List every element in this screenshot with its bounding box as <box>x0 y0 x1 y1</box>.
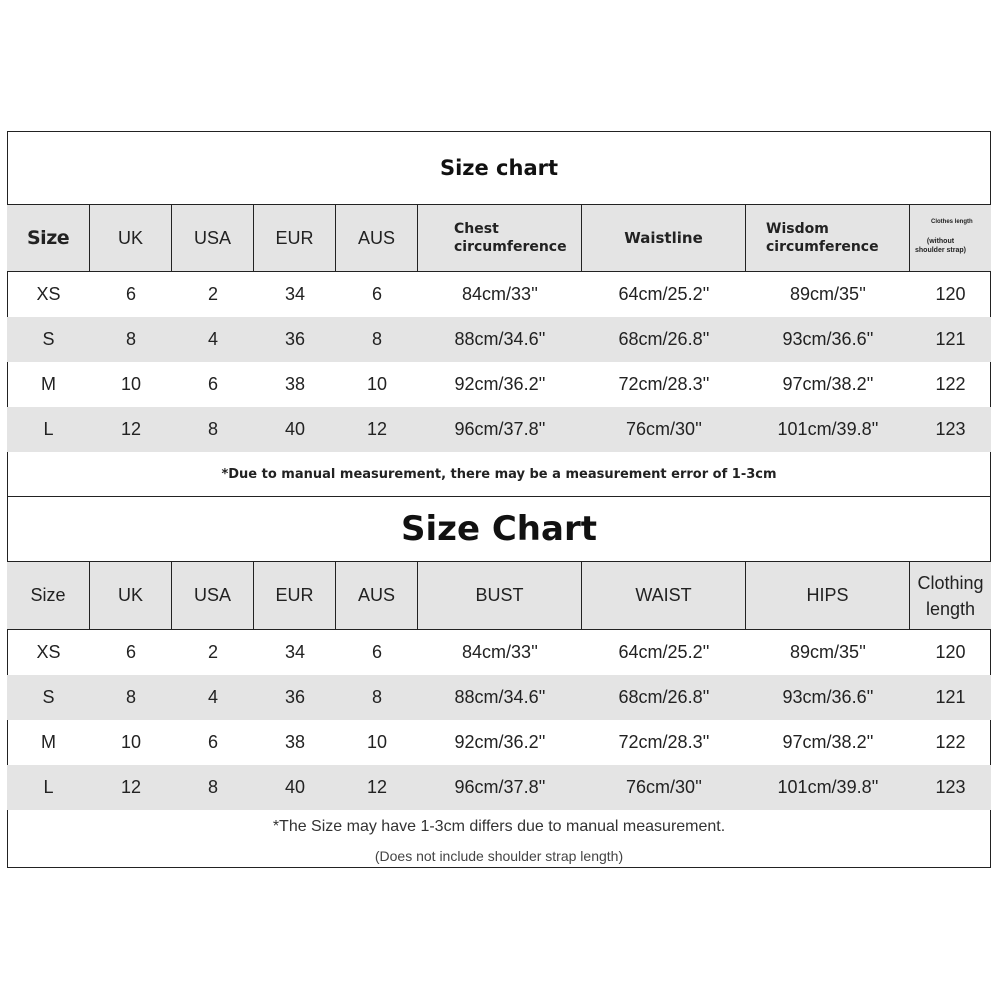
cell-waist: 72cm/28.3'' <box>618 732 710 752</box>
cell-chest: 96cm/37.8'' <box>454 777 546 797</box>
header2-uk: UK <box>90 562 172 629</box>
cell-waist: 68cm/26.8'' <box>618 687 710 707</box>
cell-hips: 89cm/35'' <box>790 642 866 662</box>
header2-bust: BUST <box>418 562 582 629</box>
cell-hips: 101cm/39.8'' <box>777 419 879 439</box>
header-clothes-length <box>910 205 991 271</box>
cell-uk: 10 <box>120 374 142 394</box>
cell-chest: 84cm/33'' <box>462 642 538 662</box>
cell-length: 123 <box>935 419 966 439</box>
cell-length: 123 <box>935 777 966 797</box>
cell-uk: 8 <box>125 687 136 707</box>
cell-eur: 38 <box>284 732 306 752</box>
header2-usa: USA <box>172 562 254 629</box>
cell-size: L <box>43 419 54 439</box>
header-clothes-length-label: Clothes length <box>931 219 973 225</box>
cell-hips: 93cm/36.6'' <box>782 329 874 349</box>
cell-eur: 36 <box>284 329 306 349</box>
cell-length: 120 <box>935 642 966 662</box>
cell-chest: 88cm/34.6'' <box>454 687 546 707</box>
header-wisdom-line1: Wisdom <box>766 221 829 237</box>
cell-usa: 4 <box>207 329 218 349</box>
header-waistline: Waistline <box>582 205 746 271</box>
cell-waist: 68cm/26.8'' <box>618 329 710 349</box>
cell-aus: 6 <box>371 642 382 662</box>
cell-length: 122 <box>935 732 966 752</box>
size-chart-header-row <box>7 204 991 272</box>
cell-aus: 12 <box>366 419 388 439</box>
cell-chest: 92cm/36.2'' <box>454 732 546 752</box>
cell-eur: 40 <box>284 419 306 439</box>
cell-uk: 6 <box>125 642 136 662</box>
cell-waist: 72cm/28.3'' <box>618 374 710 394</box>
header-aus: AUS <box>336 205 418 271</box>
header-uk: UK <box>90 205 172 271</box>
table-row <box>7 720 991 765</box>
table-row <box>7 272 991 317</box>
measurement-note: *Due to manual measurement, there may be a measurement error of 1-3cm <box>221 466 777 482</box>
cell-usa: 4 <box>207 687 218 707</box>
shoulder-strap-note: (Does not include shoulder strap length) <box>374 848 624 864</box>
header-wisdom-circumference <box>746 205 910 271</box>
header2-waist: WAIST <box>582 562 746 629</box>
cell-uk: 6 <box>125 284 136 304</box>
header-chest-circumference <box>418 205 582 271</box>
table-row <box>7 407 991 452</box>
cell-size: XS <box>36 284 61 304</box>
header-wisdom-line2: circumference <box>766 239 879 255</box>
size-chart-2-header-row <box>7 561 991 630</box>
cell-size: XS <box>36 642 61 662</box>
cell-chest: 84cm/33'' <box>462 284 538 304</box>
header2-aus: AUS <box>336 562 418 629</box>
cell-aus: 10 <box>366 374 388 394</box>
header-clothes-note-line1: (without <box>926 238 955 245</box>
header2-clothing-line1: Clothing <box>917 572 984 593</box>
cell-hips: 97cm/38.2'' <box>782 374 874 394</box>
table-row <box>7 630 991 675</box>
cell-length: 122 <box>935 374 966 394</box>
header-chest-line2: circumference <box>454 239 567 255</box>
cell-usa: 2 <box>207 284 218 304</box>
cell-hips: 89cm/35'' <box>790 284 866 304</box>
header2-clothing-line2: length <box>925 598 976 619</box>
cell-size: L <box>43 777 54 797</box>
cell-aus: 8 <box>371 329 382 349</box>
cell-usa: 8 <box>207 419 218 439</box>
header-usa: USA <box>172 205 254 271</box>
cell-hips: 93cm/36.6'' <box>782 687 874 707</box>
header2-size: Size <box>7 562 90 629</box>
cell-aus: 8 <box>371 687 382 707</box>
table-row <box>7 765 991 810</box>
cell-chest: 96cm/37.8'' <box>454 419 546 439</box>
header2-clothing-length <box>910 562 991 629</box>
cell-size: M <box>41 732 56 752</box>
cell-eur: 34 <box>284 642 306 662</box>
cell-uk: 12 <box>120 419 142 439</box>
size-chart-title-2: Size Chart <box>401 509 597 549</box>
cell-aus: 10 <box>366 732 388 752</box>
table-row <box>7 317 991 362</box>
header-chest-line1: Chest <box>454 221 499 237</box>
cell-eur: 36 <box>284 687 306 707</box>
cell-usa: 6 <box>207 374 218 394</box>
header-size: Size <box>7 205 90 271</box>
cell-chest: 88cm/34.6'' <box>454 329 546 349</box>
cell-waist: 76cm/30'' <box>626 419 702 439</box>
cell-hips: 97cm/38.2'' <box>782 732 874 752</box>
cell-usa: 6 <box>207 732 218 752</box>
cell-aus: 6 <box>371 284 382 304</box>
cell-length: 121 <box>935 687 966 707</box>
header2-hips: HIPS <box>746 562 910 629</box>
cell-waist: 64cm/25.2'' <box>618 642 710 662</box>
cell-eur: 40 <box>284 777 306 797</box>
cell-waist: 76cm/30'' <box>626 777 702 797</box>
table-row <box>7 675 991 720</box>
header-clothes-note-line2: shoulder strap) <box>915 247 966 254</box>
cell-length: 121 <box>935 329 966 349</box>
size-difference-note: *The Size may have 1-3cm differs due to manual measurement. <box>272 818 726 835</box>
table-row <box>7 362 991 407</box>
cell-aus: 12 <box>366 777 388 797</box>
cell-eur: 34 <box>284 284 306 304</box>
cell-chest: 92cm/36.2'' <box>454 374 546 394</box>
cell-eur: 38 <box>284 374 306 394</box>
cell-hips: 101cm/39.8'' <box>777 777 879 797</box>
cell-size: S <box>42 329 55 349</box>
cell-usa: 2 <box>207 642 218 662</box>
size-chart-title: Size chart <box>439 155 559 180</box>
cell-uk: 8 <box>125 329 136 349</box>
cell-size: S <box>42 687 55 707</box>
cell-uk: 12 <box>120 777 142 797</box>
cell-waist: 64cm/25.2'' <box>618 284 710 304</box>
cell-length: 120 <box>935 284 966 304</box>
cell-size: M <box>41 374 56 394</box>
header-eur: EUR <box>254 205 336 271</box>
cell-usa: 8 <box>207 777 218 797</box>
header2-eur: EUR <box>254 562 336 629</box>
cell-uk: 10 <box>120 732 142 752</box>
